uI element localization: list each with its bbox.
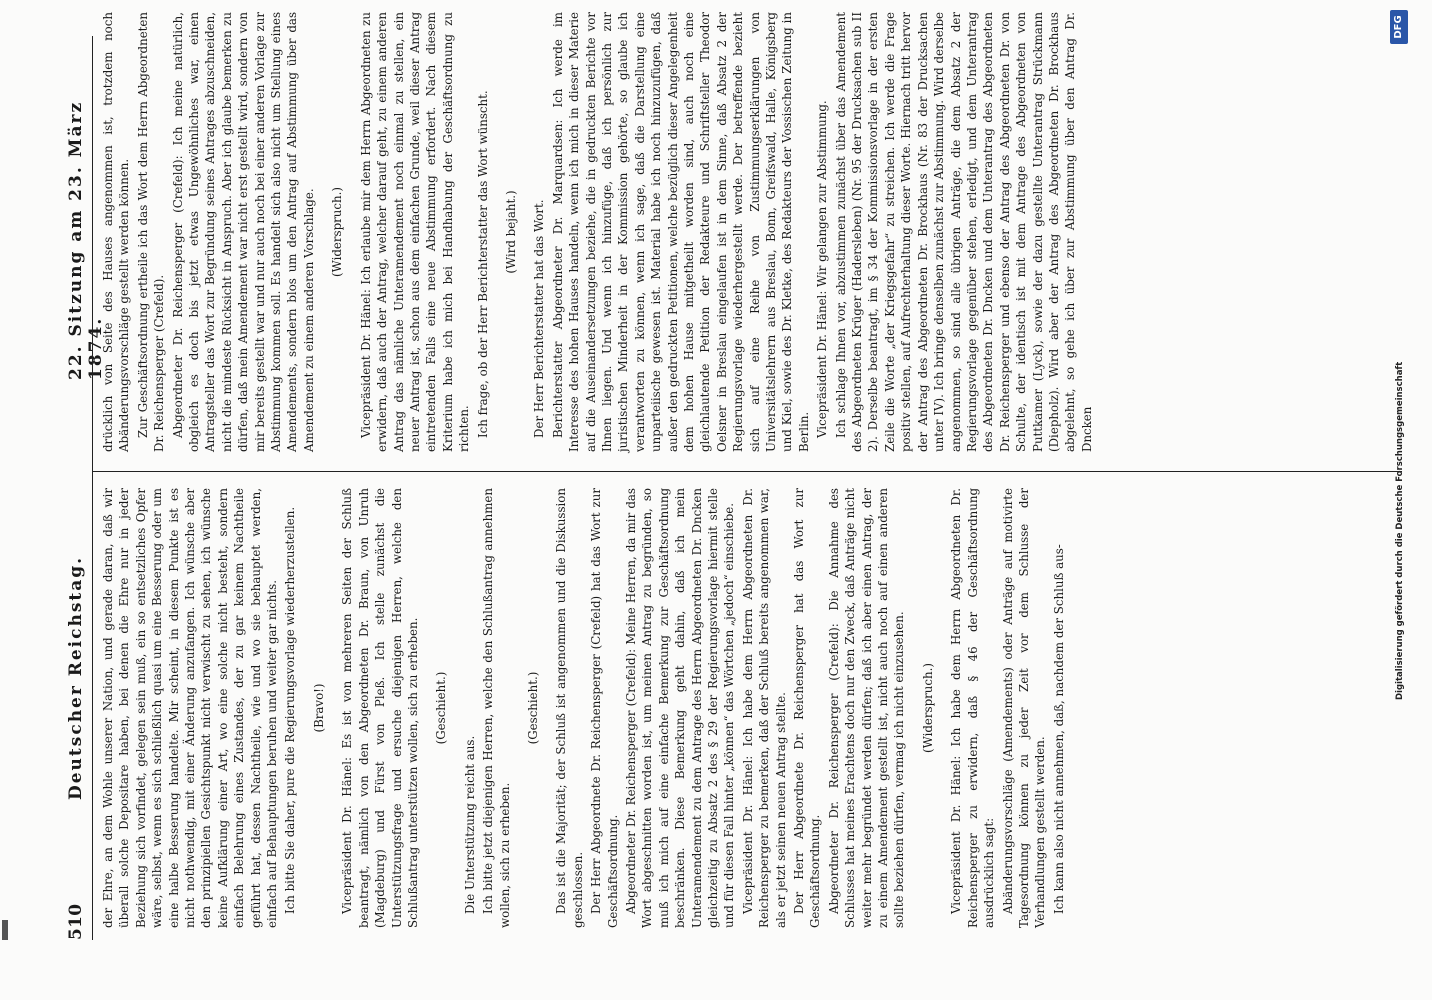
paragraph: Der Herr Berichterstatter hat das Wort. [532, 199, 547, 438]
paragraph: Die Unterstützung reicht aus. [462, 735, 477, 914]
page-header [60, 36, 106, 940]
stage-direction: (Geschieht.) [434, 671, 449, 745]
header-rule [92, 36, 93, 940]
paragraph: Ich frage, ob der Herr Berichterstatter das Wort wünscht. [475, 90, 490, 438]
paragraph: Der Herr Abgeordnete Dr. Reichensperger hat das Wort zur Geschäftsordnung. [792, 488, 823, 928]
stage-direction: (Bravo!) [311, 683, 326, 733]
scan-edge-mark [2, 920, 8, 940]
paragraph: Abgeordneter Dr. Reichensperger (Crefeld): Meine Herren, da mir das Wort abgeschnitten worden ist, um meinen Antrag zu begründen, so muß ich mich auf eine einfache Bemerkung zur Geschäftsordnung beschränken. Diese Bemerkung geht dahin, daß ich mein Unteramendement zu dem Antrage des Herrn Abgeordneten Dr. Dncken gleichzeitig zu Absatz 2 des § 29 der Regierungsvorlage hiermit stelle und für diesen Fall hinter „können“ das Wörtchen „jedoch“ einschiebe. [623, 488, 737, 928]
paragraph: Ich bitte jetzt diejenigen Herren, welche den Schlußantrag annehmen wollen, sich zu erheben. [481, 488, 512, 928]
digitization-footer [1390, 10, 1410, 700]
paragraph: Abgeordneter Dr. Reichensperger (Crefeld): Die Annahme des Schlusses hat meines Erachtens doch nur den Zweck, daß Anträge nicht weiter mehr begründet werden dürfen; daß ich aber einen Antrag, der zu einem Amendement gestellt ist, nicht auch noch auf einen anderen sollte beziehen dürfen, vermag ich nicht einzusehen. [826, 488, 907, 928]
stage-direction: (Wird bejaht.) [503, 190, 518, 274]
header-title-right: 22. Sitzung am 23. März 1874. [66, 100, 106, 380]
paragraph: Vicepräsident Dr. Hänel: Ich habe dem Herrn Abgeordneten Dr. Reichensperger zu erwidern, daß § 46 der Geschäftsordnung ausdrücklich sagt: [949, 488, 997, 928]
paragraph: Ich schlage Ihnen vor, abzustimmen zunächst über das Amendement des Abgeordneten Krüger (Hadersleben) (Nr. 95 der Drucksachen sub II 2). Derselbe beantragt, im § 34 der Kommissionsvorlage in der ersten Zeile die Worte „der Kriegsgefahr“ zu streichen. Ich werde die Frage positiv stellen, auf Aufrechterhaltung dieser Worte. Hiernach tritt hervor der Antrag des Abgeordneten Dr. Brockhaus (Nr. 83 der Drucksachen unter IV). Ich bringe denselben zunächst zur Abstimmung. Wird derselbe angenommen, so sind alle übrigen Anträge, die dem Absatz 2 der Regierungsvorlage gegenüber stehen, erledigt, und dem Unterantrag des Abgeordneten Dr. Dncken und dem Unterantrag des Abgeordneten Dr. Reichensperger und ebenso der Antrag des Abgeordneten Dr. von Schulte, der identisch ist mit dem Antrage des Abgeordneten von Puttkamer (Lyck), sowie der dazu gestellte Unterantrag Strückmann (Diepholz). Wird aber der Antrag des Abgeordneten Dr. Brockhaus abgelehnt, so gehe ich über zur Abstimmung über den Antrag Dr. Dncken [833, 12, 1094, 452]
header-title-left: Deutscher Reichstag. [66, 555, 86, 800]
paragraph: der Ehre, an dem Wohle unserer Nation, und gerade daran, daß wir überall solche Depositare haben, bei denen die Ehre nur in jeder Beziehung sich vorfindet, gelegen sein muß, ein so entsetzliches Opfer wäre, selbst, wenn es sich schließlich quasi um eine Besserung oder um eine halbe Besserung handelte. Mir scheint, in diesem Punkte ist es nicht nothwendig, mit einer Änderung anzufangen. Ich wünsche aber den prinzipiellen Gesichtspunkt nicht verwischt zu sehen, ich wünsche keine Aufklärung einer Art, wo eine solche nicht besteht, sondern einfach Belehrung eines Zustandes, der zu gar keinem Nachtheile geführt hat, dessen Nachtheile, wie und wo sie behauptet werden, einfach auf Behauptungen beruhen und weiter gar nichts. [101, 488, 280, 928]
paragraph: Abänderungsvorschläge (Amendements) oder Anträge auf motivirte Tagesordnung können zu jeder Zeit vor dem Schlusse der Verhandlungen gestellt werden. [1000, 488, 1048, 928]
digitization-notice: Digitalisierung gefördert durch die Deutsche Forschungsgemeinschaft [1395, 361, 1405, 700]
paragraph: Das ist die Majorität; der Schluß ist angenommen und die Diskussion geschlossen. [554, 488, 585, 928]
stage-direction: (Widerspruch.) [920, 663, 935, 753]
column-divider [92, 471, 1402, 472]
text-column-left [100, 488, 1402, 928]
stage-direction: (Geschieht.) [525, 671, 540, 745]
text-column-right [100, 12, 1402, 452]
paragraph: Abgeordneter Dr. Reichensperger (Crefeld): Ich meine natürlich, obgleich es doch bis jetzt etwas Ungewöhnliches war, einen Antragsteller das Wort zur Begründung seines Antrages abzuschneiden, nicht die mindeste Rücksicht in Anspruch. Aber ich glaube bemerken zu dürfen, daß mein Amendement war nicht erst gestellt wird, sondern von mir bereits gestellt war und nur auch noch bei einer anderen Vorlage zur Abstimmung kommen soll. Es handelt sich also nicht um Stellung eines Amendements, sondern blos um den Antrag auf Abstimmung über das Amendement zu einem anderen Vorschlage. [170, 12, 316, 452]
dfg-logo: DFG [1390, 10, 1408, 44]
paragraph: Zur Geschäftsordnung ertheile ich das Wort dem Herrn Abgeordneten Dr. Reichensperger (Crefeld). [135, 12, 167, 452]
stage-direction: (Widerspruch.) [330, 187, 345, 277]
paragraph: Ich kann also nicht annehmen, daß, nachdem der Schluß aus- [1051, 544, 1066, 914]
paragraph: Berichterstatter Abgeordneter Dr. Marquardsen: Ich werde im Interesse des hohen Hauses handeln, wenn ich mich in dieser Materie auf die Auseinandersetzungen beziehe, die in gedruckten Berichte vor Ihnen liegen. Und wenn ich hinzufüge, daß ich persönlich zur juristischen Minderheit in der Kommission gehörte, so glaube ich verantworten zu können, wenn ich sage, daß die Darstellung eine unparteiische gewesen ist. Material habe ich noch hinzuzufügen, daß außer den gedruckten Petitionen, welche bezüglich dieser Angelegenheit dem hohen Hause mitgetheilt worden sind, auch noch eine gleichlautende Petition der Redakteure und Schriftsteller Theodor Oelsner in Breslau eingelaufen ist in dem Sinne, daß Absatz 2 der Regierungsvorlage wiederhergestellt werde. Der betreffende bezieht sich auf eine Reihe von Zustimmungserklärungen von Universitätslehrern aus Breslau, Bonn, Greifswald, Halle, Königsberg und Kiel, sowie des Dr. Kletke, des Redakteurs der Vossischen Zeitung in Berlin. [550, 12, 811, 452]
paragraph: Vicepräsident Dr. Hänel: Ich erlaube mir dem Herrn Abgeordneten zu erwidern, daß auch der Antrag, welcher darauf geht, zu einem anderen Antrag das nämliche Unteramendement noch einmal zu stellen, ein neuer Antrag ist, schon aus dem einfachen Grunde, weil dieser Antrag eintretenden Falls eine neue Abstimmung erfordert. Nach diesem Kriterium habe ich mich bei Handhabung der Geschäftsordnung zu richten. [358, 12, 472, 452]
paragraph: drücklich von Seite des Hauses angenommen ist, trotzdem noch Abänderungsvorschläge gestellt werden können. [101, 12, 132, 452]
paragraph: Der Herr Abgeordnete Dr. Reichensperger (Crefeld) hat das Wort zur Geschäftsordnung. [589, 488, 620, 928]
paragraph: Vicepräsident Dr. Hänel: Es ist von mehreren Seiten der Schluß beantragt, nämlich von den Abgeordneten Dr. Braun, von Unruh (Magdeburg) und Fürst von Pleß. Ich stelle zunächst die Unterstützungsfrage und ersuche diejenigen Herren, welche den Schlußantrag unterstützen wollen, sich zu erheben. [340, 488, 420, 928]
page-number: 510 [66, 903, 86, 940]
paragraph: Ich bitte Sie daher, pure die Regierungsvorlage wiederherzustellen. [283, 506, 298, 914]
paragraph: Vicepräsident Dr. Hänel: Ich habe dem Herrn Abgeordneten Dr. Reichensperger zu bemerken, daß der Schluß bereits angenommen war, als er jetzt seinen neuen Antrag stellte. [740, 488, 788, 928]
paragraph: Vicepräsident Dr. Hänel: Wir gelangen zur Abstimmung. [815, 100, 830, 438]
